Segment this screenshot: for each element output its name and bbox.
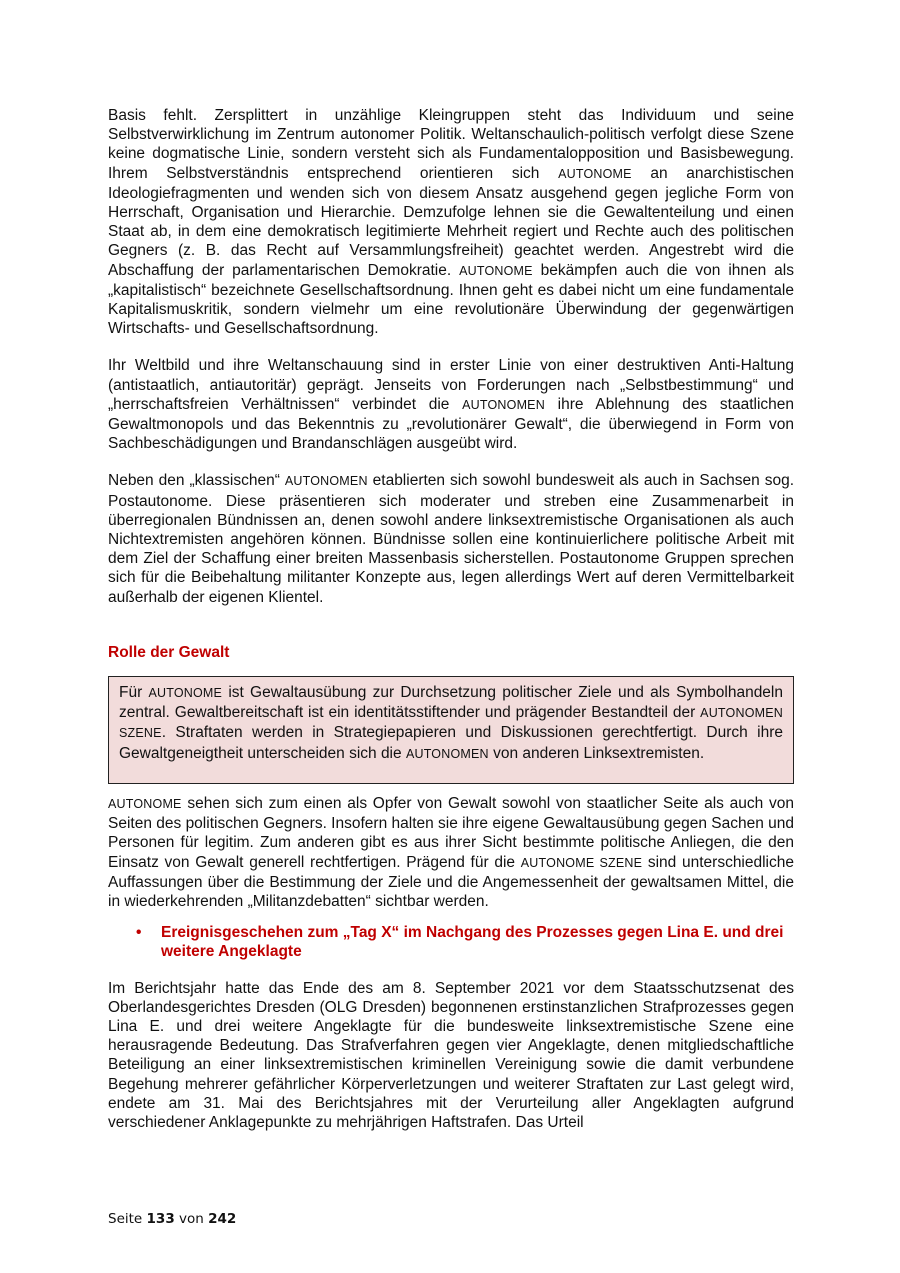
text-run: Basis fehlt. Zersplittert in unzählige Kleingruppen steht das Individuum und seine Selbstverwirklichung im Zentrum autonomer Politik. Weltanschaulich-politisch verfolgt diese Szene keine dogmatische Linie, sondern versteht sich als Fundamentalopposition und Basisbewegung. Ihrem Selbstverständnis entsprechend orientieren sich xyxy=(108,107,794,182)
paragraph-strafprozess: Im Berichtsjahr hatte das Ende des am 8. September 2021 vor dem Staatsschutzsenat des Oberlandesgerichtes Dresden (OLG Dresden) begonnenen erstinstanzlichen Strafprozesses gegen Lina E. und drei weitere Angeklagte für die bundesweite linksextremistische Szene eine herausragende Bedeutung. Das Strafverfahren gegen vier Angeklagte, denen mitgliedschaftliche Beteiligung an einer linksextremistischen kriminellen Vereinigung sowie die damit verbundene Begehung mehrerer gefährlicher Körperverletzungen und weiterer Straftaten zur Last gelegt wird, endete am 31. Mai des Berichtsjahres mit der Verurteilung aller Angeklagten aufgrund verschiedener Anklagepunkte zu mehrjährigen Haftstrafen. Das Urteil xyxy=(108,979,794,1131)
text-run: sind unterschiedliche Auffassungen über die Bestimmung der Ziele und die Angemessenheit der gewaltsamen Mittel, die in wiederkehrenden „Militanzdebatten“ sichtbar werden. xyxy=(108,853,794,910)
footer-prefix: Seite xyxy=(108,1211,147,1227)
small-caps-term: AUTONOME xyxy=(459,263,533,278)
paragraph-weltbild xyxy=(108,356,794,453)
small-caps-term: AUTONOME SZENE xyxy=(520,855,643,870)
small-caps-term: AUTONOME xyxy=(108,796,182,811)
small-caps-term: AUTONOMEN xyxy=(405,746,489,761)
small-caps-term: AUTONOMEN xyxy=(284,474,368,489)
document-page xyxy=(108,106,794,1150)
small-caps-term: AUTONOME xyxy=(148,686,223,701)
text-run: ihre Ablehnung des staatlichen Gewaltmonopols und das Bekenntnis zu „revolutionärer Gewalt“, die überwiegend in Form von Sachbeschädigungen und Brandanschlägen ausgeübt wird. xyxy=(108,395,794,453)
text-run: bekämpfen auch die von ihnen als „kapitalistisch“ bezeichnete Gesellschaftsordnung. Ihnen geht es dabei nicht um eine fundamentale Kapitalismuskritik, sondern vielmehr um eine revolutionäre Überwindung der gegenwärtigen Wirtschafts- und Gesellschaftsordnung. xyxy=(108,261,794,338)
page-footer xyxy=(108,1211,236,1227)
text-run: Ihr Weltbild und ihre Weltanschauung sind in erster Linie von einer destruktiven Anti-Haltung (antistaatlich, antiautoritär) geprägt. Jenseits von Forderungen nach „Selbstbestimmung“ und „herrschaftsfreien Verhältnissen“ verbindet die xyxy=(108,357,794,413)
bullet-icon: • xyxy=(136,924,142,942)
text-run: etablierten sich sowohl bundesweit als auch in Sachsen sog. Postautonome. Diese präsentieren sich moderater und streben eine Zusammenarbeit in überregionalen Bündnissen an, denen sowohl andere linksextremistische Organisationen als auch Nichtextremisten angehören können. Bündnisse sollen eine kontinuierlichere politische Arbeit mit dem Ziel der Schaffung einer breiten Massenbasis sicherstellen. Postautonome Gruppen sprechen sich für die Beibehaltung militanter Konzepte aus, legen allerdings Wert auf deren Vermittelbarkeit außerhalb der eigenen Klientel. xyxy=(108,472,794,606)
text-run: sehen sich zum einen als Opfer von Gewalt sowohl von staatlicher Seite als auch von Seiten des politischen Gegners. Insofern halten sie ihre eigene Gewaltausübung gegen Sachen und Personen für legitim. Zum anderen gibt es aus ihrer Sicht bestimmte politische Anliegen, die den Einsatz von Gewalt generell rechtfertigen. Prägend für die xyxy=(108,794,794,871)
paragraph-autonome-politik xyxy=(108,106,794,338)
summary-box xyxy=(108,676,794,784)
footer-mid: von xyxy=(174,1211,209,1227)
small-caps-term: AUTONOMEN SZENE xyxy=(119,706,783,741)
text-run: von anderen Linksextremisten. xyxy=(488,744,705,762)
text-run: Neben den „klassischen“ xyxy=(108,472,280,490)
total-pages-number: 242 xyxy=(208,1211,237,1227)
bullet-heading-text: Ereignisgeschehen zum „Tag X“ im Nachgang des Prozesses gegen Lina E. und drei weitere Angeklagte xyxy=(161,924,784,961)
small-caps-term: AUTONOMEN xyxy=(462,397,545,412)
text-run: Für xyxy=(119,684,149,702)
text-run: . Straftaten werden in Strategiepapieren und Diskussionen gerechtfertigt. Durch ihre Gewaltgeneigtheit unterscheiden sich die xyxy=(119,724,783,762)
paragraph-gewalt-legitimation xyxy=(108,794,794,911)
text-run: an anarchistischen Ideologiefragmenten und wenden sich von diesem Ansatz ausgehend gegen jegliche Form von Herrschaft, Organisation und Hierarchie. Demzufolge lehnen sie die Gewaltenteilung und einen Staat ab, in dem eine demokratisch legitimierte Mehrheit regiert und Rechte auch des politischen Gegners (z. B. das Recht auf Versammlungsfreiheit) geachtet werden. Angestrebt wird die Abschaffung der parlamentarischen Demokratie. xyxy=(108,164,794,279)
paragraph-postautonome xyxy=(108,471,794,606)
current-page-number: 133 xyxy=(146,1211,175,1227)
section-heading: Rolle der Gewalt xyxy=(108,643,230,661)
text-run: ist Gewaltausübung zur Durchsetzung politischer Ziele und als Symbolhandeln zentral. Gewaltbereitschaft ist ein identitätsstiftender und prägender Bestandteil der xyxy=(119,684,783,722)
small-caps-term: AUTONOME xyxy=(558,166,632,181)
bullet-heading xyxy=(108,923,794,961)
